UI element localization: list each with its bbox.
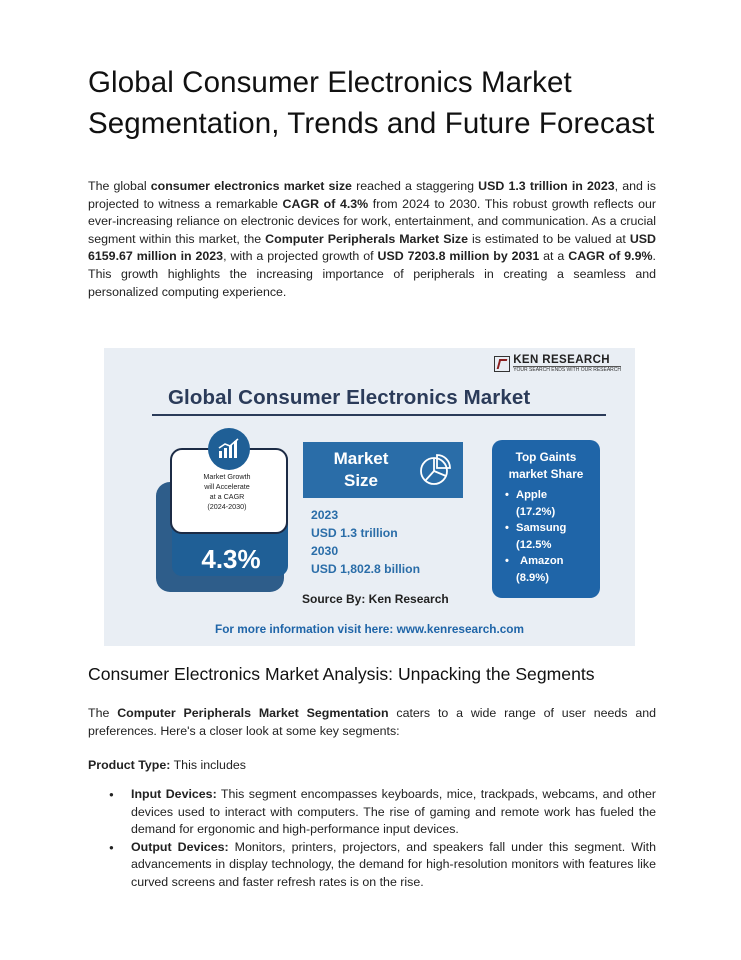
segment-list: [88, 786, 656, 892]
gaint-name: Samsung: [516, 522, 567, 534]
more-info-link: For more information visit here: www.kenresearch.com: [215, 622, 524, 636]
intro-bold: USD 6159.67 million in 2023: [88, 231, 656, 264]
intro-bold: CAGR of 4.3%: [282, 196, 369, 211]
infographic-title: Global Consumer Electronics Market: [168, 386, 531, 409]
cagr-description: [174, 472, 280, 512]
intro-text: at a: [539, 249, 569, 264]
gaint-share: (17.2%): [516, 505, 556, 518]
infographic: [104, 348, 635, 646]
intro-paragraph: [88, 178, 656, 301]
year-2030: 2030: [311, 544, 339, 558]
gaint-name: Amazon: [520, 555, 564, 567]
cagr-line: at a CAGR: [209, 492, 245, 501]
market-size-title-line: Size: [343, 471, 379, 490]
page-title: Global Consumer Electronics Market Segmentation, Trends and Future Forecast: [88, 66, 655, 140]
article: [88, 62, 656, 301]
segmentation-text: caters to a wide range of user needs and preferences. Here's a closer look at some key segments:: [88, 706, 657, 738]
cagr-value: 4.3%: [201, 544, 261, 574]
top-gaints-card: [492, 440, 600, 598]
intro-text: , and is projected to witness a remarkable: [88, 179, 656, 211]
top-gaints-list: [492, 487, 600, 586]
intro-text: reached a staggering: [351, 179, 479, 193]
intro-bold: USD 1.3 trillion in 2023: [478, 179, 615, 193]
product-type-label: Product Type:: [88, 758, 171, 772]
segmentation-paragraph: [88, 705, 656, 740]
pie-chart-icon: [417, 452, 453, 488]
product-type-paragraph: [88, 757, 656, 775]
product-type-text: This includes: [170, 758, 246, 772]
list-item: [88, 786, 656, 839]
market-size-title: [303, 448, 419, 492]
value-2023: USD 1.3 trillion: [311, 526, 398, 540]
growth-chart-icon: [208, 428, 250, 470]
cagr-line: Market Growth: [203, 472, 251, 481]
list-item-text: This segment encompasses keyboards, mice, trackpads, webcams, and other devices used to interact with computers. The rise of gaming and remote work has fueled the demand for ergonomic and high-performance input devices.: [131, 787, 656, 837]
market-size-header: [303, 442, 463, 498]
segmentation-text: The: [88, 706, 118, 720]
gaint-name: Apple: [516, 489, 548, 501]
intro-bold: consumer electronics market size: [150, 179, 352, 193]
top-gaints-title: [492, 440, 600, 483]
intro-bold: Computer Peripherals Market Size: [265, 231, 468, 246]
top-gaints-title-line: Top Gaints: [515, 450, 577, 464]
section-heading: Consumer Electronics Market Analysis: Unpacking the Segments: [88, 664, 595, 684]
list-item-text: Monitors, printers, projectors, and speakers fall under this segment. With advancements in display technology, the demand for high-resolution monitors with features like curved screens and faster refresh rates is on the rise.: [131, 839, 656, 889]
title-divider: [152, 414, 606, 416]
market-size-values: [311, 506, 451, 578]
gaint-share: (8.9%): [516, 571, 549, 584]
cagr-line: (2024-2030): [207, 502, 247, 511]
top-gaints-title-line: market Share: [508, 467, 584, 481]
brand-name: KEN RESEARCH: [513, 354, 611, 366]
market-size-title-line: Market: [333, 449, 389, 468]
intro-text: is estimated to be valued at: [468, 231, 630, 246]
brand-tagline: YOUR SEARCH ENDS WITH OUR RESEARCH: [513, 367, 621, 373]
intro-bold: USD 7203.8 million by 2031: [377, 249, 540, 264]
source-credit: Source By: Ken Research: [302, 592, 449, 606]
gaint-item: [505, 487, 600, 520]
value-2030: USD 1,802.8 billion: [311, 562, 421, 576]
list-item-label: Input Devices:: [131, 787, 217, 801]
intro-text: The global: [88, 179, 151, 193]
cagr-line: will Accelerate: [204, 482, 250, 491]
list-item: [88, 839, 656, 892]
ken-research-logo-icon: [494, 356, 510, 372]
year-2023: 2023: [311, 508, 339, 522]
intro-text: from 2024 to 2030. This robust growth reflects our ever-increasing reliance on electronic devices for work, entertainment, and communication. As a crucial segment within this market, the: [88, 196, 657, 246]
intro-text: , with a projected growth of: [223, 249, 378, 264]
ken-research-logo: [494, 354, 621, 374]
intro-text: . This growth highlights the increasing importance of peripherals in creating a seamless and personalized computing experience.: [88, 249, 656, 299]
list-item-label: Output Devices:: [131, 839, 229, 854]
gaint-item: [505, 520, 600, 553]
segmentation-bold: Computer Peripherals Market Segmentation: [117, 706, 389, 720]
gaint-item: [505, 553, 600, 586]
intro-bold: CAGR of 9.9%: [568, 249, 653, 264]
gaint-share: (12.5%: [516, 538, 552, 551]
